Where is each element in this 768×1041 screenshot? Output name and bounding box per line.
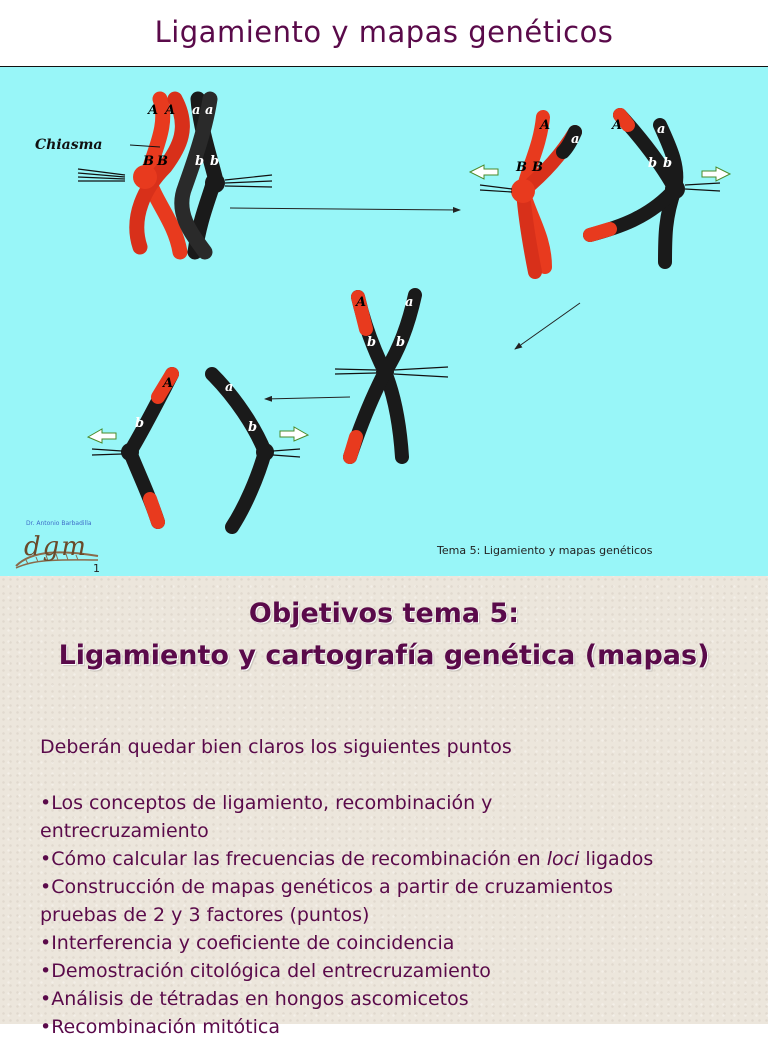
x-chromosome <box>335 295 448 457</box>
logo-credit: Dr. Antonio Barbadilla <box>26 520 92 527</box>
diagram-panel <box>0 66 768 577</box>
svg-text:a: a <box>657 122 666 137</box>
svg-text:A: A <box>356 295 367 310</box>
list-item: •Los conceptos de ligamiento, recombinación y entrecruzamiento <box>40 792 493 842</box>
slide-title: Ligamiento y mapas genéticos <box>154 15 614 49</box>
arrow-right-icon <box>280 427 308 441</box>
list-item: •Cómo calcular las frecuencias de recombinación en loci ligados <box>40 848 654 870</box>
list-item: •Construcción de mapas genéticos a partir de cruzamientos pruebas de 2 y 3 factores (puntos) <box>40 876 613 926</box>
slide-caption: Tema 5: Ligamiento y mapas genéticos <box>437 544 653 557</box>
svg-text:a: a <box>405 295 414 310</box>
svg-text:a: a <box>571 132 580 147</box>
list-item: •Recombinación mitótica <box>40 1016 280 1038</box>
arrow-3 <box>265 397 350 399</box>
svg-text:a: a <box>225 380 234 395</box>
svg-text:B: B <box>516 160 527 175</box>
separated-chromatids <box>88 374 308 527</box>
svg-text:A: A <box>612 118 623 133</box>
list-item: •Análisis de tétradas en hongos ascomicetos <box>40 988 469 1010</box>
slide-2 <box>0 576 768 1038</box>
meiosis-diagram <box>0 67 768 577</box>
allele-label-A: A <box>148 103 159 118</box>
svg-text:A: A <box>540 118 551 133</box>
logo-text: dgm <box>24 532 88 562</box>
svg-text:b: b <box>396 335 406 350</box>
svg-text:b: b <box>248 420 258 435</box>
objectives-title: Objetivos tema 5: <box>248 598 520 629</box>
svg-text:B: B <box>532 160 543 175</box>
svg-text:A: A <box>165 103 176 118</box>
objectives-list <box>40 789 653 1041</box>
objectives-subtitle: Ligamiento y cartografía genética (mapas) <box>58 640 710 671</box>
arrow-1 <box>230 208 460 210</box>
svg-text:B: B <box>143 154 154 169</box>
svg-text:b: b <box>195 154 205 169</box>
svg-text:b: b <box>648 156 658 171</box>
svg-text:b: b <box>210 154 220 169</box>
svg-text:B: B <box>157 154 168 169</box>
page-number: 1 <box>93 562 100 575</box>
svg-text:b: b <box>663 156 673 171</box>
svg-text:b: b <box>367 335 377 350</box>
arrow-left-icon <box>470 165 498 179</box>
svg-text:b: b <box>135 416 145 431</box>
list-item: •Demostración citológica del entrecruzamiento <box>40 960 491 982</box>
svg-text:a: a <box>192 103 201 118</box>
arrow-2 <box>515 303 580 349</box>
arrow-left-icon <box>88 429 116 443</box>
chiasma-label: Chiasma <box>35 137 103 153</box>
svg-text:a: a <box>205 103 214 118</box>
chiasma-chromosome-pair <box>35 99 272 252</box>
intro-text: Deberán quedar bien claros los siguientes puntos <box>40 736 512 758</box>
svg-text:A: A <box>163 376 174 391</box>
list-item: •Interferencia y coeficiente de coincidencia <box>40 932 455 954</box>
separating-chromosomes <box>470 115 730 272</box>
arrow-right-icon <box>702 167 730 181</box>
